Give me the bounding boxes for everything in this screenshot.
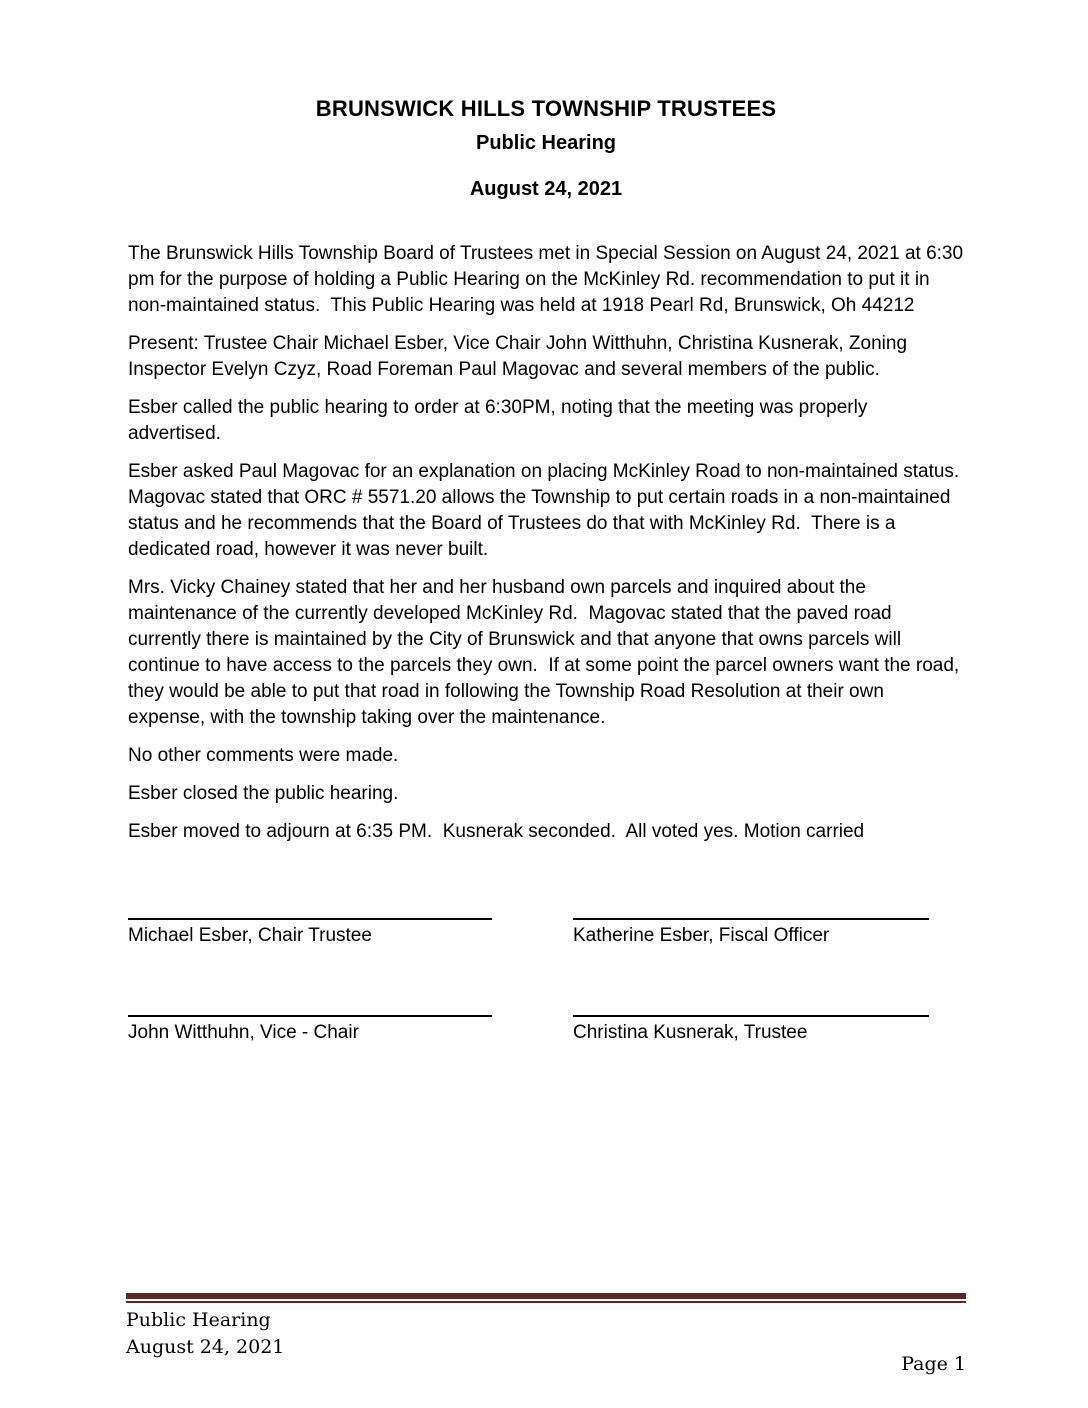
footer-rule-thick — [126, 1293, 966, 1299]
paragraph-chainey-comments: Mrs. Vicky Chainey stated that her and her husband own parcels and inquired about the maintenance of the currently developed McKinley Rd. Magovac stated that the paved road currently there is maintained by the City of Brunswick and that anyone that owns parcels will continue to have access to the parcels they own. If at some point the parcel owners want the road, they would be able to put that road in following the Township Road Resolution at their own expense, with the township taking over the maintenance. — [128, 577, 965, 728]
paragraph-call-to-order: Esber called the public hearing to order at 6:30PM, noting that the meeting was properly advertised. — [128, 397, 873, 444]
signature-line — [573, 1015, 929, 1017]
paragraph-adjournment: Esber moved to adjourn at 6:35 PM. Kusnerak seconded. All voted yes. Motion carried — [128, 821, 865, 842]
signature-line — [128, 1015, 492, 1017]
paragraph-meeting-intro: The Brunswick Hills Township Board of Trustees met in Special Session on August 24, 2021 at 6:30 pm for the purpose of holding a Public Hearing on the McKinley Rd. recommendation to put it in non-maintained status. This Public Hearing was held at 1918 Pearl Rd, Brunswick, Oh 44212 — [128, 243, 969, 316]
document-header — [128, 96, 964, 202]
signature-line — [128, 918, 492, 920]
signature-row-2 — [128, 1015, 964, 1046]
signature-block-trustee — [573, 1015, 929, 1046]
minutes-body — [128, 241, 970, 845]
document-date: August 24, 2021 — [469, 178, 623, 200]
footer-rule-thin — [126, 1301, 966, 1303]
signature-label: Katherine Esber, Fiscal Officer — [573, 925, 830, 946]
signature-label: John Witthuhn, Vice - Chair — [128, 1022, 359, 1043]
signature-label: Christina Kusnerak, Trustee — [573, 1022, 808, 1043]
paragraph-magovac-explanation: Esber asked Paul Magovac for an explanation on placing McKinley Road to non-maintained status. Magovac stated that ORC # 5571.20 allows the Township to put certain roads in a non-maintained status and he recommends that the Board of Trustees do that with McKinley Rd. There is a dedicated road, however it was never built. — [128, 461, 970, 560]
footer-doc-date: August 24, 2021 — [126, 1336, 285, 1358]
signature-section — [128, 918, 964, 1046]
paragraph-hearing-closed: Esber closed the public hearing. — [128, 783, 399, 804]
paragraph-no-other-comments: No other comments were made. — [128, 745, 399, 766]
document-content — [128, 96, 970, 1046]
paragraph-present-list: Present: Trustee Chair Michael Esber, Vice Chair John Witthuhn, Christina Kusnerak, Zoning Inspector Evelyn Czyz, Road Foreman Paul Magovac and several members of the public. — [128, 333, 913, 380]
document-subtitle: Public Hearing — [475, 132, 617, 154]
signature-line — [573, 918, 929, 920]
signature-block-chair-trustee — [128, 918, 492, 949]
page-number: Page 1 — [901, 1353, 966, 1375]
footer-doc-name: Public Hearing — [126, 1309, 271, 1331]
signature-block-fiscal-officer — [573, 918, 929, 949]
signature-row-1 — [128, 918, 964, 949]
signature-label: Michael Esber, Chair Trustee — [128, 925, 372, 946]
document-title: BRUNSWICK HILLS TOWNSHIP TRUSTEES — [315, 96, 777, 121]
signature-block-vice-chair — [128, 1015, 492, 1046]
page-footer — [126, 1293, 966, 1375]
